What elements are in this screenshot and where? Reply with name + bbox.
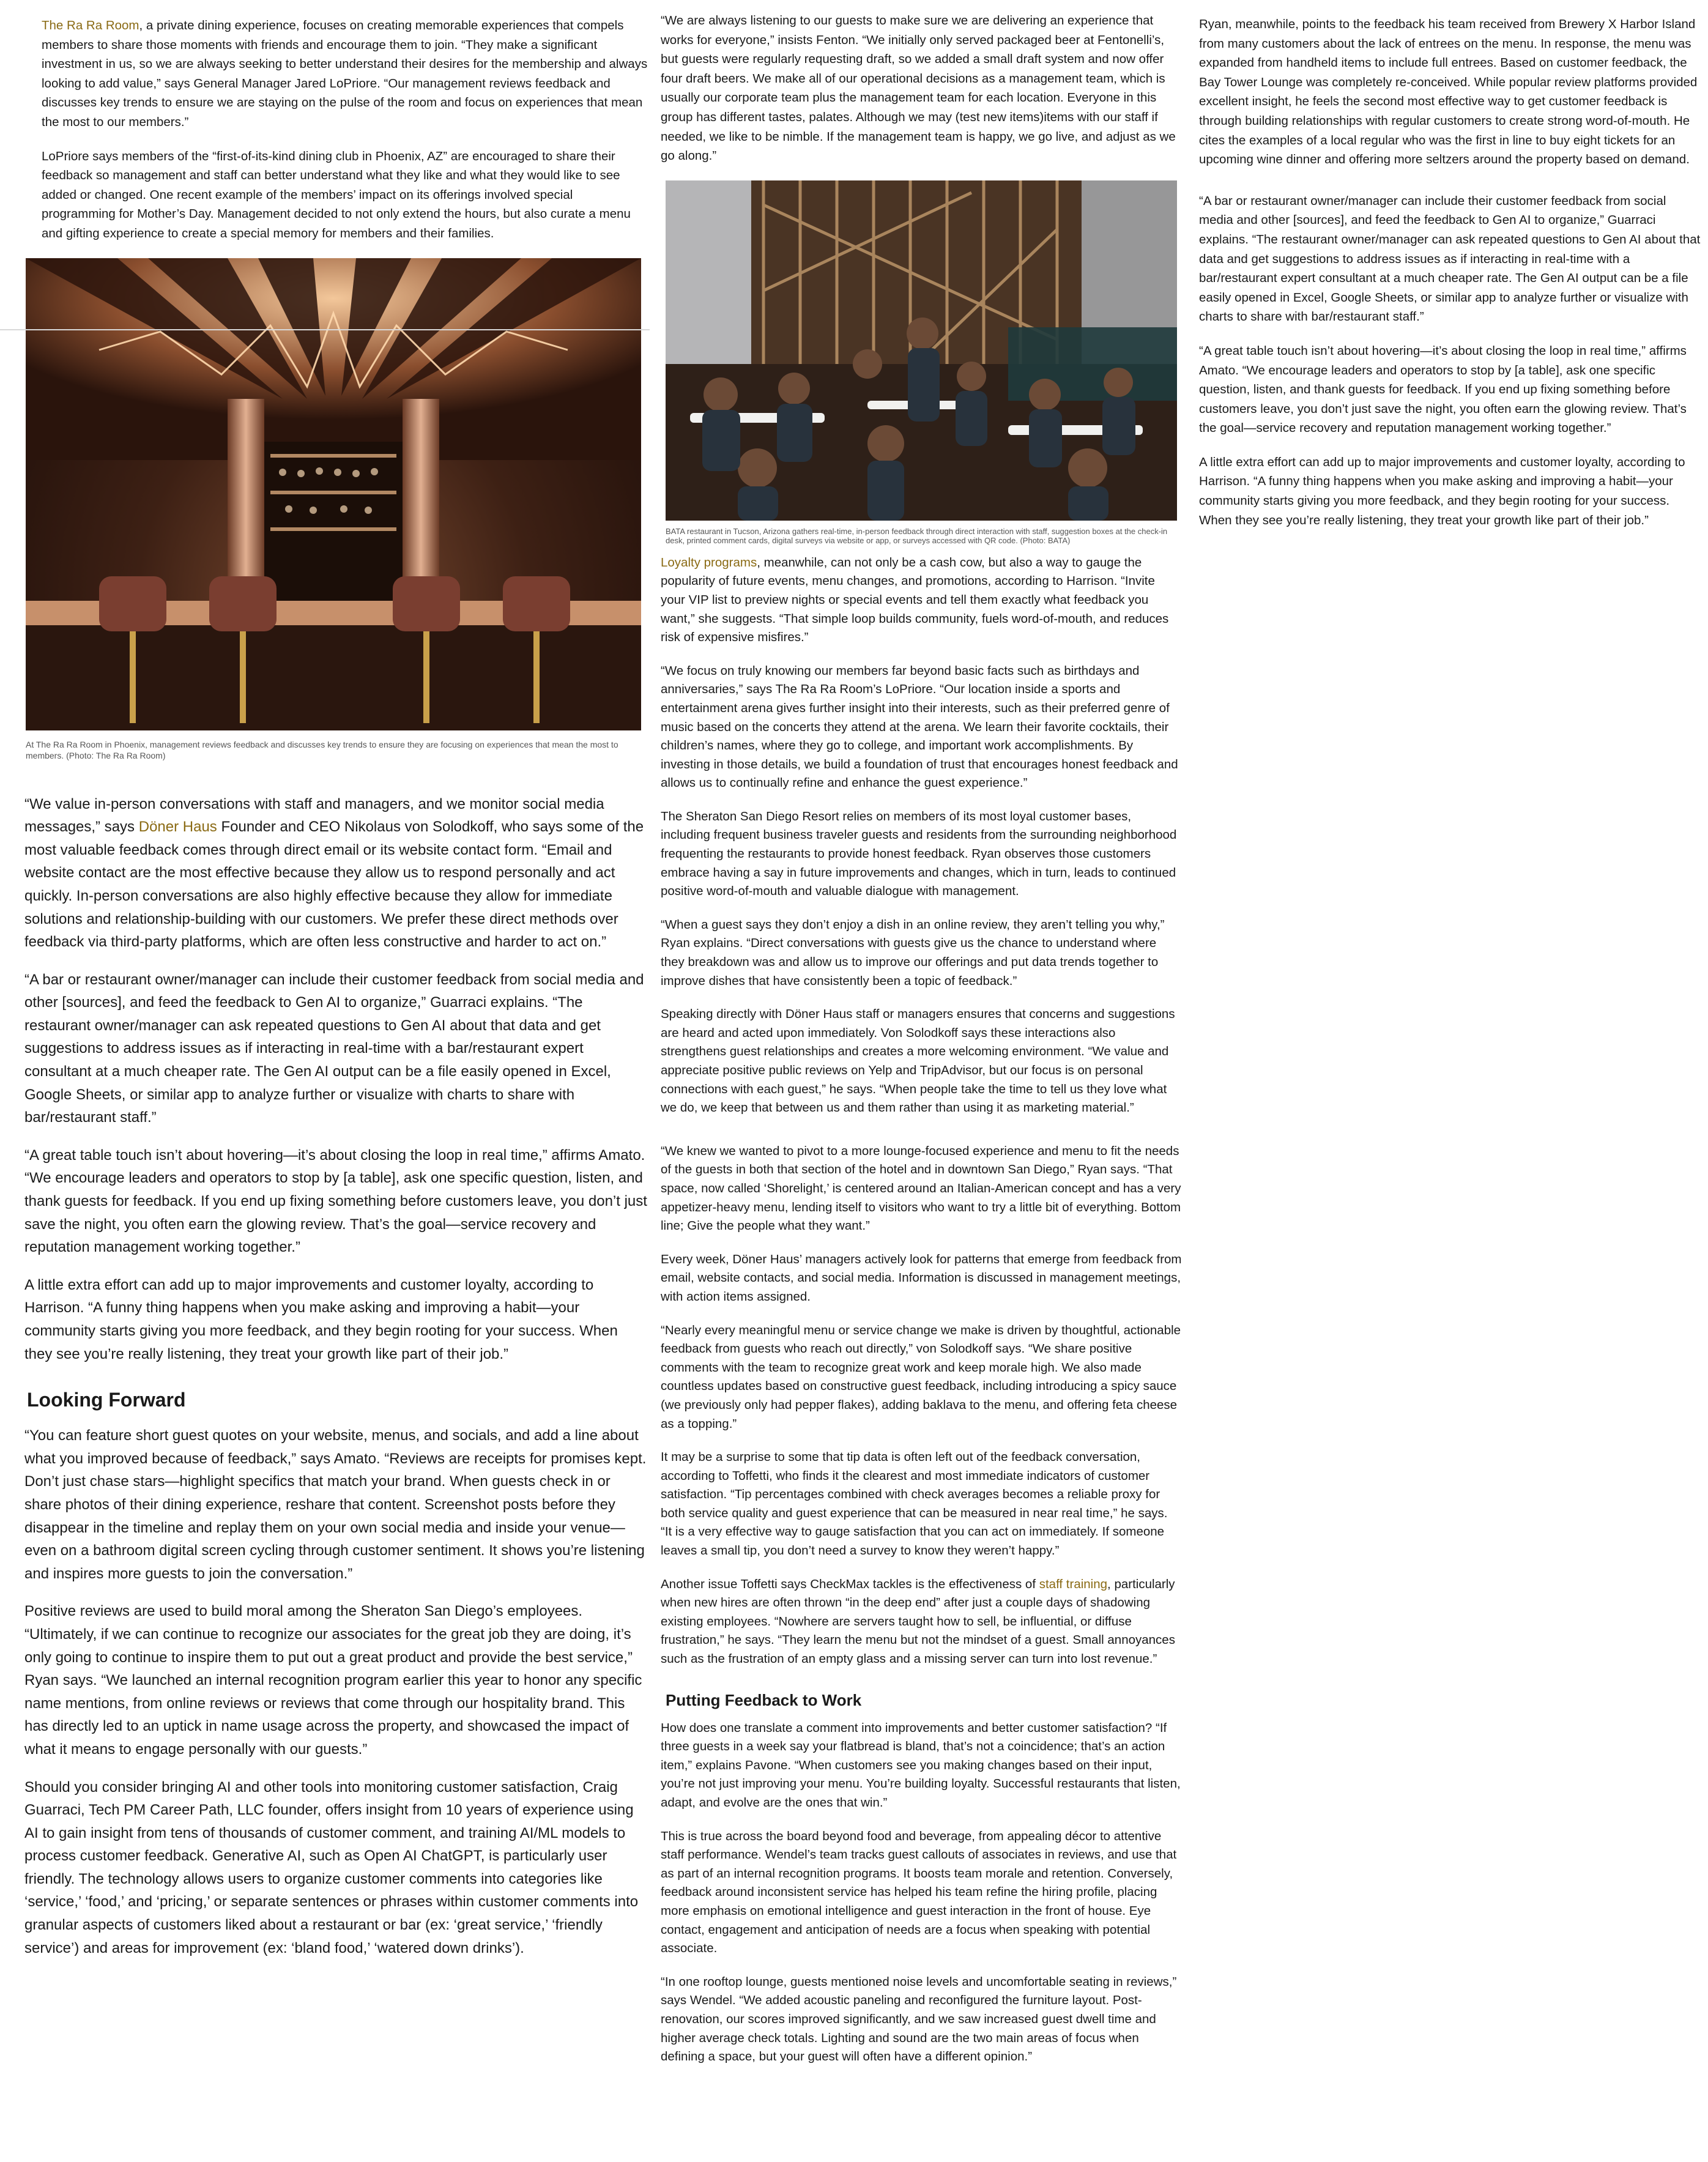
paragraph-checkmax-training <box>661 1575 1182 1669</box>
paragraph-doner-haus-staff: Speaking directly with Döner Haus staff or managers ensures that concerns and suggestions are heard and acted upon immediately. Von Solodkoff says these interactions also strengthens guest relationships and creates a more welcoming environment. “We value and appreciate positive public reviews on Yelp and TripAdvisor, but our focus is on personal connections with each guest,” he says. “When people take the time to tell us they love what we do, we keep that between us and them rather than using it as marketing material.” <box>661 1007 1175 1115</box>
paragraph-text: , meanwhile, can not only be a cash cow, but also a way to gauge the popularity of future events, menu changes, and promotions, according to Harrison. “Invite your VIP list to preview nights or special events and tell them exactly what feedback you want,” she suggests. “That simple loop builds community, fuels word-of-mouth, and reduces risk of expensive misfires.” <box>661 555 1169 645</box>
spacer <box>661 0 1182 11</box>
paragraph-amato-guest-quotes: “You can feature short guest quotes on your website, menus, and socials, and add a line about what you improved because of feedback,” says Amato. “Reviews are receipts for promises kept. Don’t just chase stars—highlight specifics that match your brand. When guests check in or share photos of their dining experience, reshare that content. Screenshot posts before they disappear in the timeline and replay them on your own social media and inside your venue—even on a bathroom digital screen cycling through customer sentiment. It shows you’re listening and inspires more guests to join the conversation.” <box>24 1427 647 1582</box>
paragraph-harrison-habit: A little extra effort can add up to major improvements and customer loyalty, according to Harrison. “A funny thing happens when you make asking and improving a habit—your community starts giving you more feedback, and they begin rooting for your success. When they see you’re really listening, they treat your growth like part of their job.” <box>24 1276 618 1362</box>
photo-bata-restaurant <box>666 180 1177 521</box>
paragraph-ra-ra-room <box>42 16 648 132</box>
link-loyalty-programs[interactable]: Loyalty programs <box>661 555 757 570</box>
section-heading-putting-feedback-to-work: Putting Feedback to Work <box>666 1690 862 1709</box>
paragraph-text: , a private dining experience, focuses on creating memorable experiences that compels members to share those moments with friends and encourage them to join. “They make a significant investment in us, so we are always seeking to better understand their desires for the membership and always looking to add value,” says General Manager Jared LoPriore. “Our management reviews feedback and discusses key trends to ensure we are staying on the pulse of the room and focus on experiences that mean the most to our members.” <box>42 18 648 129</box>
paragraph-text: Another issue Toffetti says CheckMax tackles is the effectiveness of <box>661 1577 1039 1591</box>
paragraph-text: , particularly when new hires are often thrown “in the deep end” after just a couple days of shadowing existing employees. “Nowhere are servers taught how to sell, be influential, or diffuse frustration,” he says. “They learn the menu but not the mindset of a guest. Small annoyances such as the frustration of an empty glass and a missing server can turn into lost revenue.” <box>661 1577 1175 1666</box>
paragraph-amato-table-touch-repeat: “A great table touch isn’t about hovering—it’s about closing the loop in real time,” affirms Amato. “We encourage leaders and operators to stop by [a table], ask one specific question, listen, and thank guests for feedback. If you end up fixing something before customers leave, you don’t just save the night, you often earn the glowing review. That’s the goal—service recovery and reputation management working together.” <box>1199 343 1687 436</box>
divider <box>0 329 650 330</box>
paragraph-toffetti-tip-data: It may be a surprise to some that tip data is often left out of the feedback conversation, according to Toffetti, who finds it the clearest and most immediate indicators of customer satisfaction. “Tip percentages combined with check averages becomes a reliable proxy for both service quality and guest experience that can be measured in near real time,” he says. “It is a very effective way to gauge satisfaction that you can act on immediately. If someone leaves a small tip, you don’t need a survey to know they weren’t happy.” <box>661 1450 1168 1558</box>
paragraph-harrison-habit-repeat: A little extra effort can add up to major improvements and customer loyalty, according to Harrison. “A funny thing happens when you make asking and improving a habit—your community starts giving you more feedback, and they begin rooting for your success. When they see you’re really listening, they treat your growth like part of their job.” <box>1199 455 1685 527</box>
paragraph-amato-table-touch: “A great table touch isn’t about hovering—it’s about closing the loop in real time,” affirms Amato. “We encourage leaders and operators to stop by [a table], ask one specific question, listen, and thank guests for feedback. If you end up fixing something before customers leave, you don’t just save the night, you often earn the glowing review. That’s the goal—service recovery and reputation management working together.” <box>24 1146 647 1256</box>
paragraph-wendel-recognition: This is true across the board beyond food and beverage, from appealing décor to attentive staff performance. Wendel’s team tracks guest callouts of associates in reviews, and use that as part of an internal recognition programs. It boosts team morale and retention. Conversely, feedback around inconsistent service has helped his team refine the hiring profile, placing more emphasis on emotional intelligence and guest interaction in the front of house. Eye contact, engagement and anticipation of needs are a focus when speaking with potential associate. <box>661 1829 1177 1956</box>
article-column-right <box>1199 0 1701 544</box>
paragraph-pavone-flatbread: How does one translate a comment into improvements and better customer satisfaction? “If three guests in a week say your flatbread is bland, that’s not a coincidence; that’s an action item,” explains Pavone. “When customers see you making changes based on their input, you’re not just improving your menu. You’re building loyalty. Successful restaurants that listen, adapt, and evolve are the ones that win.” <box>661 1720 1181 1810</box>
paragraph-loyalty-programs <box>661 554 1182 647</box>
paragraph-guarraci-ai-tools: Should you consider bringing AI and other tools into monitoring customer satisfaction, Craig Guarraci, Tech PM Career Path, LLC founder, offers insight from 10 years of experience using AI to gain insight from tens of thousands of customer comment, and training AI/ML models to process customer feedback. Generative AI, such as Open AI ChatGPT, is particularly user friendly. The technology allows users to organize customer comments into categories like ‘service,’ ‘food,’ and ‘pricing,’ or separate sentences or phrases within customer comments into granular aspects of customers liked about a restaurant or bar (ex: ‘great service,’ ‘friendly service’) and areas for improvement (ex: ‘bland food,’ ‘watered down drinks’). <box>24 1778 639 1956</box>
link-staff-training[interactable]: staff training <box>1039 1577 1108 1591</box>
paragraph-wendel-rooftop-lounge: “In one rooftop lounge, guests mentioned noise levels and uncomfortable seating in reviews,” says Wendel. “We added acoustic paneling and reconfigured the furniture layout. Post-renovation, our scores improved significantly, and we saw increased guest dwell time and higher average check totals. Lighting and sound are the two main areas of focus when defining a space, but your guest will often have a different opinion.” <box>661 1974 1177 2064</box>
paragraph-text: “We value in-person conversations with staff and managers, and we monitor social media messages,” says <box>24 795 604 836</box>
link-ra-ra-room[interactable]: The Ra Ra Room <box>42 18 139 32</box>
paragraph-text: Founder and CEO Nikolaus von Solodkoff, who says some of the most valuable feedback comes through direct email or its website contact form. “Email and website contact are the most effective because they allow us to respond personally and act quickly. In-person conversations are also highly effective because they allow for immediate solutions and relationship-building with our customers. We prefer these direct methods over feedback via third-party platforms, which are often less constructive and harder to act on.” <box>24 819 644 951</box>
article-column-middle <box>661 0 1182 2081</box>
link-doner-haus[interactable]: Döner Haus <box>138 819 217 836</box>
paragraph-sheraton-recognition: Positive reviews are used to build moral among the Sheraton San Diego’s employees. “Ultimately, if we can continue to recognize our associates for the great job they are doing, it’s only going to continue to inspire them to put out a great product and provide the best service,” Ryan says. “We launched an internal recognition program earlier this year to honor any specific name mentions, from online reviews or reviews that come through our hospitality brand. This has directly led to an uptick in name usage across the property, and showcased the impact of what it means to engage personally with our guests.” <box>24 1603 642 1758</box>
paragraph-sheraton-loyal-customers: The Sheraton San Diego Resort relies on members of its most loyal customer bases, including frequent business traveler guests and residents from the surrounding neighborhood frequenting the restaurants to provide honest feedback. Ryan observes those customers embrace having a say in future improvements and changes, which in turn, leads to continued positive word-of-mouth and valuable dialogue with management. <box>661 809 1177 899</box>
paragraph-doner-haus <box>24 793 648 954</box>
paragraph-guarraci-gen-ai: “A bar or restaurant owner/manager can include their customer feedback from social media and other [sources], and feed the feedback to Gen AI to organize,” Guarraci explains. “The restaurant owner/manager can ask repeated questions to Gen AI about that data and get suggestions to address issues as if interacting in real-time with a bar/restaurant expert consultant at a much cheaper rate. The Gen AI output can be a file easily opened in Excel, Google Sheets, or similar app to analyze further or visualize with charts to share with bar/restaurant staff.” <box>24 971 644 1126</box>
article-column-left <box>24 0 648 1974</box>
section-heading-looking-forward: Looking Forward <box>27 1389 186 1411</box>
paragraph-ryan-brewery-x: Ryan, meanwhile, points to the feedback his team received from Brewery X Harbor Island from many customers about the lack of entrees on the menu. In response, the menu was expanded from handheld items to include full entrees. Based on customer feedback, the Bay Tower Lounge was completely re-conceived. While popular review platforms provided excellent insight, he feels the second most effective way to get customer feedback is through building relationships with regular customers to create strong word-of-mouth. He cites the examples of a local regular who was the first in line to buy eight tickets for an upcoming wine dinner and offering more seltzers around the property based on demand. <box>1199 17 1698 167</box>
bata-restaurant-illustration <box>666 180 1177 521</box>
photo-caption-bata: BATA restaurant in Tucson, Arizona gathers real-time, in-person feedback through direct interaction with staff, suggestion boxes at the check-in desk, printed comment cards, digital surveys via website or app, or surveys accessed with QR code. (Photo: BATA) <box>666 526 1168 545</box>
paragraph-guarraci-gen-ai-repeat: “A bar or restaurant owner/manager can include their customer feedback from social media and other [sources], and feed the feedback to Gen AI to organize,” Guarraci explains. “The restaurant owner/manager can ask repeated questions to Gen AI about that data and get suggestions to address issues as if interacting in real-time with a bar/restaurant expert consultant at a much cheaper rate. The Gen AI output can be a file easily opened in Excel, Google Sheets, or similar app to analyze further or visualize with charts to share with bar/restaurant staff.” <box>1199 193 1701 324</box>
paragraph-fenton-draft: “We are always listening to our guests to make sure we are delivering an experience that works for everyone,” insists Fenton. “We initially only served packaged beer at Fentonelli’s, but guests were regularly requesting draft, so we added a small draft system and now offer four draft beers. We make all of our operational decisions as a management team, which is usually our corporate team plus the management team for each location. Everyone in this group has different tastes, palates. Although we may (test new items)items with our staff if needed, we like to be nimble. If the management team is happy, we go live, and adjust as we go along.” <box>661 13 1176 163</box>
spacer <box>24 0 648 16</box>
paragraph-doner-haus-patterns: Every week, Döner Haus’ managers actively look for patterns that emerge from feedback from email, website contacts, and social media. Information is discussed in management meetings, with action items assigned. <box>661 1252 1182 1304</box>
paragraph-lopriore-members: LoPriore says members of the “first-of-its-kind dining club in Phoenix, AZ” are encouraged to share their feedback so management and staff can better understand what they like and what they would like to see added or changed. One recent example of the members’ impact on its offerings involved special programming for Mother’s Day. Management decided to not only extend the hours, but also curate a menu and gifting experience to create a special memory for members and their families. <box>42 149 631 240</box>
spacer <box>1199 0 1701 15</box>
photo-caption-ra-ra-room: At The Ra Ra Room in Phoenix, management reviews feedback and discusses key trends to ensure they are focusing on experiences that mean the most to members. (Photo: The Ra Ra Room) <box>26 739 618 760</box>
paragraph-shorelight: “We knew we wanted to pivot to a more lounge-focused experience and menu to fit the needs of the guests in both that section of the hotel and in downtown San Diego,” Ryan says. “That space, now called ‘Shorelight,’ is centered around an Italian-American concept and has a very appetizer-heavy menu, lending itself to visitors who want to try a little bit of everything. Bottom line; Give the people what they want.” <box>661 1143 1181 1233</box>
paragraph-von-solodkoff-menu-changes: “Nearly every meaningful menu or service change we make is driven by thoughtful, actionable feedback from guests who reach out directly,” von Solodkoff says. “We share positive comments with the team to recognize great work and keep morale high. We also made countless updates based on constructive guest feedback, including introducing a spicy sauce (we previously only had pepper flakes), adding baklava to the menu, and offering feta cheese as a topping.” <box>661 1323 1181 1431</box>
paragraph-lopriore-knowing-members: “We focus on truly knowing our members far beyond basic facts such as birthdays and anniversaries,” says The Ra Ra Room’s LoPriore. “Our location inside a sports and entertainment arena gives further insight into their interests, such as their preferred genre of music based on the concerts they attend at the arena. We learn their favorite cocktails, their children’s names, where they go to college, and important work accomplishments. By investing in those details, we build a foundation of trust that encourages honest feedback and allows us to continually refine and enhance the guest experience.” <box>661 663 1178 790</box>
paragraph-ryan-direct-conversations: “When a guest says they don’t enjoy a dish in an online review, they aren’t telling you why,” Ryan explains. “Direct conversations with guests give us the chance to understand where they breakdown was and allow us to improve our offerings and put data trends together to improve dishes that have consistently been a topic of feedback.” <box>661 917 1165 988</box>
